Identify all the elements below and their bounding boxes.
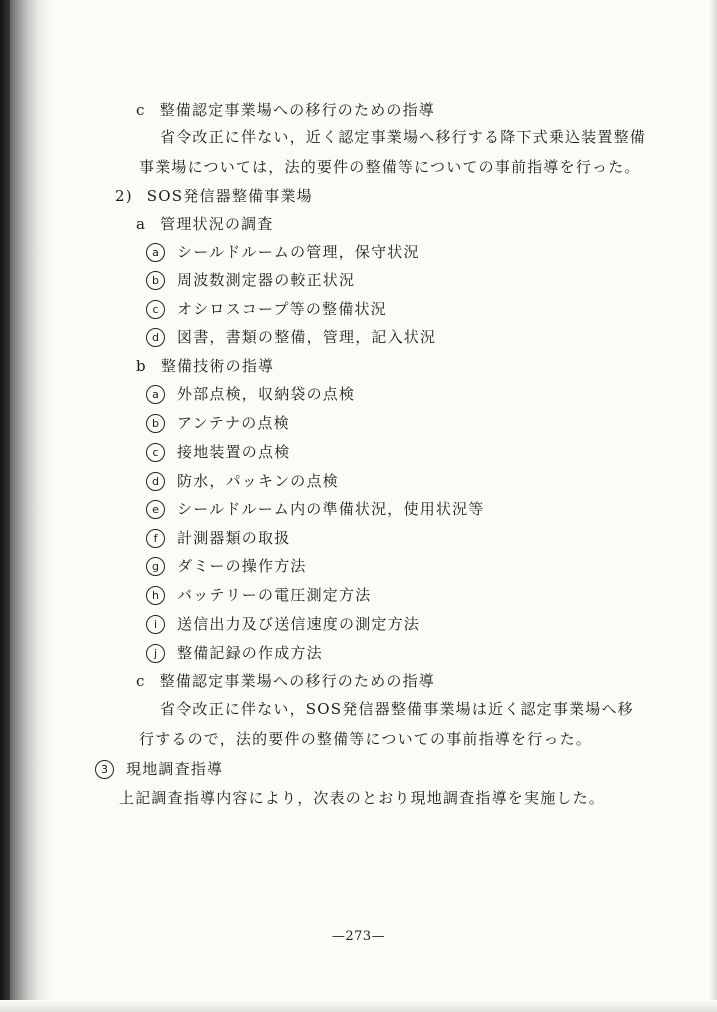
list-item-text: バッテリーの電圧測定方法 xyxy=(177,586,372,604)
page-right-edge xyxy=(709,0,717,1012)
section-title: 整備認定事業場への移行のための指導 xyxy=(159,672,436,690)
list-item xyxy=(146,384,355,404)
list-item-text: 図書，書類の整備，管理，記入状況 xyxy=(177,328,437,346)
list-item xyxy=(146,499,485,519)
list-item-text: ダミーの操作方法 xyxy=(177,557,307,575)
circled-marker: c xyxy=(146,300,165,319)
section-label: 2) xyxy=(115,187,133,205)
section-c1-heading xyxy=(136,100,435,120)
list-item xyxy=(146,442,290,462)
circled-marker: 3 xyxy=(95,760,114,779)
section-label: c xyxy=(136,101,146,119)
page-bottom-edge xyxy=(0,1000,717,1012)
circled-marker: g xyxy=(146,557,165,576)
circled-marker: e xyxy=(146,500,165,519)
circled-marker: b xyxy=(146,414,165,433)
circled-marker: d xyxy=(146,472,165,491)
list-item xyxy=(146,556,307,576)
list-item xyxy=(146,614,420,634)
list-item xyxy=(146,413,290,433)
section-title: 整備技術の指導 xyxy=(160,357,275,375)
section-b-heading xyxy=(136,356,274,376)
circled-marker: j xyxy=(146,644,165,663)
circled-marker: b xyxy=(146,271,165,290)
section-c2-heading xyxy=(136,671,435,691)
circled-marker: c xyxy=(146,443,165,462)
list-item-text: アンテナの点検 xyxy=(177,414,290,432)
section-a-heading xyxy=(136,214,274,234)
list-item-text: 整備記録の作成方法 xyxy=(177,644,323,662)
section-title: 整備認定事業場への移行のための指導 xyxy=(159,101,436,119)
circled-marker: i xyxy=(146,615,165,634)
list-item-text: 周波数測定器の較正状況 xyxy=(177,271,356,289)
list-item xyxy=(146,643,323,663)
list-item-text: 外部点検，収納袋の点検 xyxy=(177,385,356,403)
section-3-heading xyxy=(95,759,223,779)
section-label: c xyxy=(136,672,146,690)
circled-marker: a xyxy=(146,243,165,262)
list-item xyxy=(146,299,387,319)
section-title: SOS発信器整備事業場 xyxy=(146,187,313,205)
list-item xyxy=(146,327,436,347)
section-title: 現地調査指導 xyxy=(126,760,224,778)
page-number: —273— xyxy=(331,929,386,944)
list-item xyxy=(146,242,420,262)
section-title: 管理状況の調査 xyxy=(160,215,274,233)
section-2-heading xyxy=(115,186,313,206)
list-item-text: 計測器類の取扱 xyxy=(177,529,291,547)
section-label: b xyxy=(136,357,147,375)
section-label: a xyxy=(136,215,147,233)
list-item xyxy=(146,528,290,548)
list-item xyxy=(146,471,339,491)
list-item xyxy=(146,270,355,290)
section-c2-body-line-1: 省令改正に伴ない，SOS発信器整備事業場は近く認定事業場へ移 xyxy=(160,700,634,718)
section-c2-body-line-2: 行するので，法的要件の整備等についての事前指導を行った。 xyxy=(139,730,593,748)
binding-edge xyxy=(0,0,10,1012)
list-item-text: シールドルーム内の準備状況，使用状況等 xyxy=(177,500,485,518)
circled-marker: a xyxy=(146,385,165,404)
section-c1-body-line-1: 省令改正に伴ない，近く認定事業場へ移行する降下式乗込装置整備 xyxy=(160,128,647,146)
list-item-text: 送信出力及び送信速度の測定方法 xyxy=(177,615,421,633)
list-item-text: オシロスコープ等の整備状況 xyxy=(177,300,387,318)
list-item xyxy=(146,585,371,605)
list-item-text: 接地装置の点検 xyxy=(177,443,291,461)
list-item-text: 防水，パッキンの点検 xyxy=(177,472,339,490)
list-item-text: シールドルームの管理，保守状況 xyxy=(177,243,420,261)
section-3-body: 上記調査指導内容により，次表のとおり現地調査指導を実施した。 xyxy=(119,789,606,807)
circled-marker: f xyxy=(146,529,165,548)
circled-marker: h xyxy=(146,586,165,605)
circled-marker: d xyxy=(146,328,165,347)
section-c1-body-line-2: 事業場については，法的要件の整備等についての事前指導を行った。 xyxy=(139,158,641,176)
